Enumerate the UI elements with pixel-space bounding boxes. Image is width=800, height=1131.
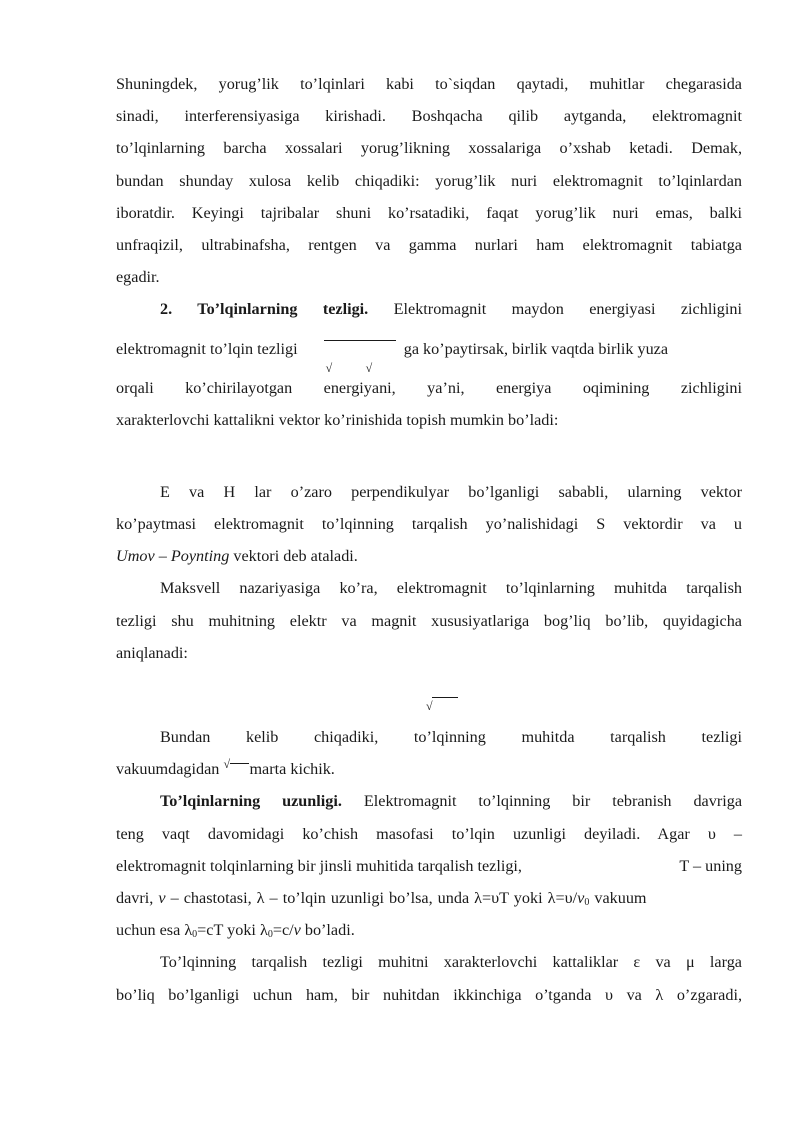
formula-placeholder <box>116 436 742 476</box>
section-heading-speed: 2. To’lqinlarning tezligi. <box>160 300 369 319</box>
text-line: bundan shunday xulosa kelib chiqadiki: yorug’lik nuri elektromagnit to’lqinlardan <box>116 171 742 190</box>
text-line <box>116 850 742 882</box>
text-span: =cT yoki λ <box>197 921 268 940</box>
frequency-symbol: ν <box>577 888 585 907</box>
text-line: to’lqinlarning barcha xossalari yorug’likning xossalariga o’xshab ketadi. Demak, <box>116 139 742 158</box>
section-heading-wavelength: To’lqinlarning uzunligi. <box>160 792 342 811</box>
text-line: sinadi, interferensiyasiga kirishadi. Boshqacha qilib aytganda, elektromagnit <box>116 107 742 126</box>
text-line: Maksvell nazariyasiga ko’ra, elektromagnit to’lqinlarning muhitda tarqalish <box>160 579 742 598</box>
text-line: Bundan kelib chiqadiki, to’lqinning muhitda tarqalish tezligi <box>160 728 742 746</box>
fraction-bar <box>324 340 396 341</box>
text-line: xarakterlovchi kattalikni vektor ko’rinishida topish mumkin bo’ladi: <box>116 410 559 429</box>
text-line: aniqlanadi: <box>116 643 188 662</box>
text-line: egadir. <box>116 268 160 287</box>
radical-sign: √ <box>365 360 373 375</box>
text-span: marta kichik. <box>249 760 335 779</box>
text-span: ga ko’paytirsak, birlik vaqtda birlik yuza <box>403 339 669 358</box>
text-line <box>116 882 742 914</box>
radical-bar <box>230 763 249 764</box>
text-line: iboratdir. Keyingi tajribalar shuni ko’rsatadiki, faqat yorug’lik nuri emas, balki <box>116 203 742 222</box>
section-heading-line <box>116 785 742 817</box>
subscript: 0 <box>584 896 590 908</box>
radical-sign: √ <box>325 360 333 375</box>
text-span: vektori deb ataladi. <box>229 547 358 566</box>
text-line: teng vaqt davomidagi ko’chish masofasi to’lqin uzunligi deyiladi. Agar υ – <box>116 824 742 843</box>
text-span: elektromagnit to’lqin tezligi <box>116 339 298 358</box>
text-line <box>116 540 742 572</box>
refractive-root <box>223 756 249 777</box>
text-line: orqali ko’chirilayotgan energiyani, ya’ni, energiya oqimining zichligini <box>116 378 742 397</box>
text-line: To’lqinning tarqalish tezligi muhitni xarakterlovchi kattaliklar ε va μ larga <box>160 953 742 972</box>
text-span: T – uning <box>679 856 742 875</box>
radical-sign: √ <box>426 699 433 713</box>
text-span: bo’ladi. <box>300 921 355 940</box>
wave-speed-formula <box>324 340 396 375</box>
speed-formula <box>426 691 458 713</box>
text-span: – chastotasi, λ – to’lqin uzunligi bo’lsa, unda λ=υT yoki λ=υ/ <box>165 888 578 907</box>
text-span: davri, <box>116 888 154 907</box>
text-line: unfraqizil, ultrabinafsha, rentgen va gamma nurlari ham elektromagnit tabiatga <box>116 235 742 254</box>
fraction-bar <box>432 697 458 698</box>
frequency-symbol: ν <box>293 921 301 940</box>
subscript: 0 <box>192 929 198 941</box>
text-span: Elektromagnit to’lqinning bir tebranish davriga <box>341 792 743 811</box>
subscript: 0 <box>267 929 273 941</box>
text-line <box>116 914 742 946</box>
text-line: ko’paytmasi elektromagnit to’lqinning tarqalish yo’nalishidagi S vektordir va u <box>116 515 742 534</box>
italic-term: Umov – Poynting <box>116 547 230 566</box>
text-line: Shuningdek, yorug’lik to’lqinlari kabi to`siqdan qaytadi, muhitlar chegarasida <box>116 75 742 93</box>
text-line: bo’liq bo’lganligi uchun ham, bir nuhitdan ikkinchiga o’tganda υ va λ o’zgaradi, <box>116 985 742 1004</box>
text-span: Elektromagnit maydon energiyasi zichligini <box>368 300 742 319</box>
text-span: uchun esa λ <box>116 921 193 940</box>
text-span: vakuumdagidan <box>116 760 220 779</box>
text-span: =c/ <box>272 921 294 940</box>
speed-formula-block <box>116 669 742 721</box>
radical-sign: √ <box>223 756 231 771</box>
formula-line <box>116 326 742 375</box>
text-span: elektromagnit tolqinlarning bir jinsli muhitida tarqalish tezligi, <box>116 856 522 875</box>
frequency-symbol: ν <box>158 888 166 907</box>
document-page <box>116 68 742 1011</box>
section-heading-line <box>116 293 742 325</box>
text-line <box>116 753 742 785</box>
text-line: tezligi shu muhitning elektr va magnit xususiyatlariga bog’liq bo’lib, quyidagicha <box>116 611 742 630</box>
text-span: vakuum <box>589 888 647 907</box>
text-line: E va H lar o’zaro perpendikulyar bo’lganligi sababli, ularning vektor <box>160 482 742 501</box>
